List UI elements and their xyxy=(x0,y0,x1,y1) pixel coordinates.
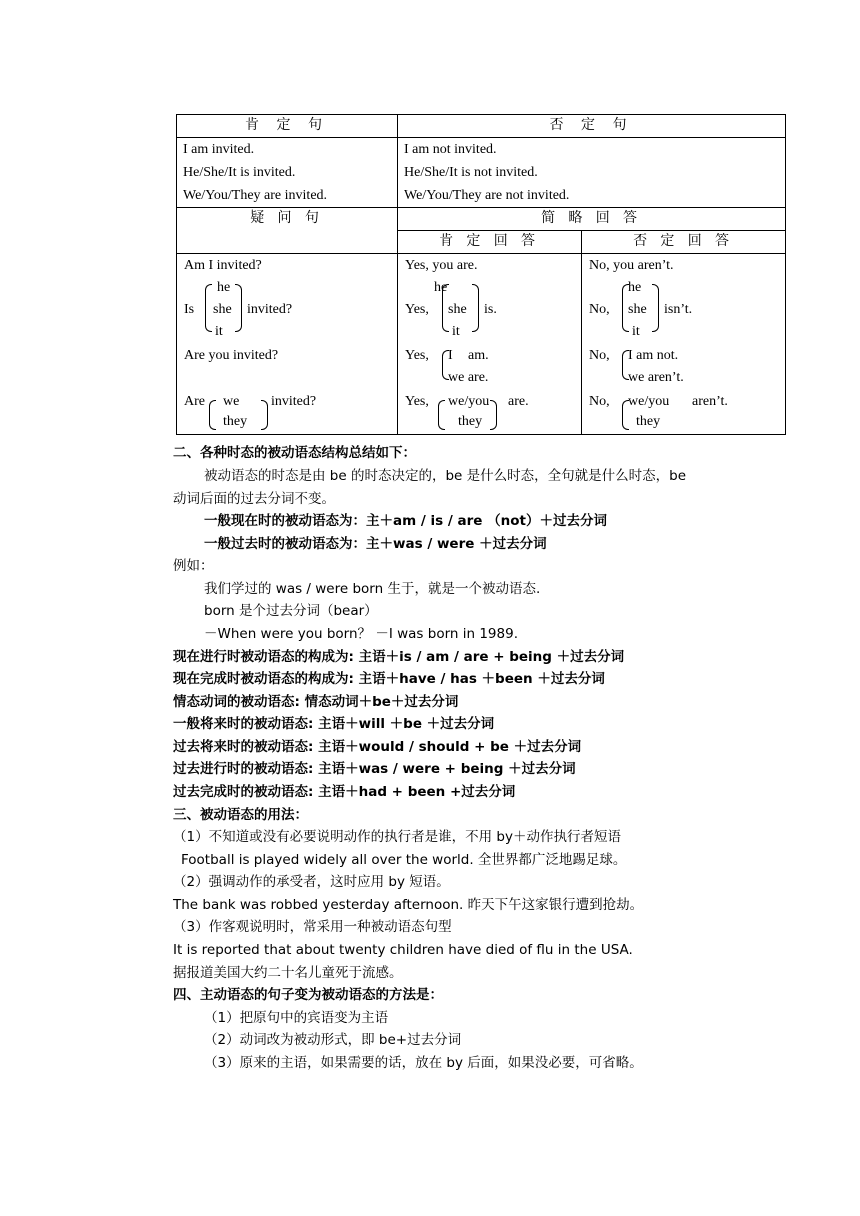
usage-example: The bank was robbed yesterday afternoon. 昨天下午这家银行遭到抢劫。 xyxy=(173,897,644,913)
a2-it: it xyxy=(452,324,460,339)
a1: Yes, you are. xyxy=(405,258,478,273)
section-2-title: 二、各种时态的被动语态结构总结如下： xyxy=(173,445,416,461)
right-brace xyxy=(490,400,497,430)
header-short-no: 否 定 回 答 xyxy=(582,231,786,254)
usage-example: Football is played widely all over the world. 全世界都广泛地踢足球。 xyxy=(181,852,627,868)
header-question xyxy=(177,208,398,254)
n2-no: No, xyxy=(589,302,610,317)
a2-yes: Yes, xyxy=(405,302,429,317)
n2-he: he xyxy=(628,280,642,295)
q4-invited: invited? xyxy=(271,394,317,409)
header-affirmative: 肯 定 句 xyxy=(177,115,398,138)
affirmative-line: I am invited. xyxy=(183,142,255,157)
formula: 一般将来时的被动语态: 主语＋will ＋be ＋过去分词 xyxy=(173,716,495,732)
q2-it: it xyxy=(215,324,223,339)
q4-they: they xyxy=(223,414,248,429)
n3-no: No, xyxy=(589,348,610,363)
method-item: （3）原来的主语，如果需要的话，放在 by 后面，如果没必要，可省略。 xyxy=(204,1055,643,1071)
example-label: 例如： xyxy=(173,558,214,574)
a2-she: she xyxy=(448,302,467,317)
right-brace xyxy=(261,400,268,430)
a2-he: he xyxy=(434,280,448,295)
formula: 情态动词的被动语态: 情态动词＋be＋过去分词 xyxy=(173,694,459,710)
usage-item: （1）不知道或没有必要说明动作的执行者是谁，不用 by＋动作执行者短语 xyxy=(173,829,621,845)
section-4-title: 四、主动语态的句子变为被动语态的方法是： xyxy=(173,987,443,1003)
n2-isnt: isn’t. xyxy=(664,302,693,317)
usage-example: 据报道美国大约二十名儿童死于流感。 xyxy=(173,965,403,981)
usage-item: （2）强调动作的承受者，这时应用 by 短语。 xyxy=(173,874,450,890)
usage-example: It is reported that about twenty children have died of flu in the USA. xyxy=(173,942,633,958)
right-brace xyxy=(472,284,479,332)
formula: 现在进行时被动语态的构成为: 主语＋is / am / are + being ＋过去分词 xyxy=(173,649,625,665)
n2-it: it xyxy=(632,324,640,339)
q4-are: Are xyxy=(184,394,205,409)
short-yes-cell xyxy=(398,254,582,435)
affirmative-cell xyxy=(177,138,398,208)
q4-we: we xyxy=(223,394,240,409)
a4-weyou: we/you xyxy=(448,394,490,409)
q2-he: he xyxy=(217,280,231,295)
n4-weyou: we/you xyxy=(628,394,670,409)
a3-am: am. xyxy=(468,348,489,363)
a3-yes: Yes, xyxy=(405,348,429,363)
n3-we: we aren’t. xyxy=(628,370,684,385)
header-negative: 否 定 句 xyxy=(398,115,786,138)
negative-line: I am not invited. xyxy=(404,142,497,157)
example-line: born 是个过去分词（bear） xyxy=(204,603,378,619)
example-line: 我们学过的 was / were born 生于，就是一个被动语态. xyxy=(204,581,541,597)
header-question-text: 疑 问 句 xyxy=(250,211,324,226)
affirmative-line: We/You/They are invited. xyxy=(183,188,328,203)
question-cell xyxy=(177,254,398,435)
n2-she: she xyxy=(628,302,647,317)
a4-are: are. xyxy=(508,394,529,409)
method-item: （1）把原句中的宾语变为主语 xyxy=(204,1010,389,1026)
usage-item: （3）作客观说明时，常采用一种被动语态句型 xyxy=(173,919,452,935)
q3: Are you invited? xyxy=(184,348,279,363)
a2-is: is. xyxy=(484,302,497,317)
negative-line: We/You/They are not invited. xyxy=(404,188,570,203)
left-brace xyxy=(209,400,216,430)
negative-line: He/She/It is not invited. xyxy=(404,165,538,180)
right-brace xyxy=(235,284,242,332)
q2-she: she xyxy=(213,302,232,317)
q1: Am I invited? xyxy=(184,258,262,273)
section-3-title: 三、被动语态的用法： xyxy=(173,807,308,823)
formula: 过去进行时的被动语态: 主语＋was / were + being ＋过去分词 xyxy=(173,761,576,777)
formula: 过去将来时的被动语态: 主语＋would / should + be ＋过去分词 xyxy=(173,739,582,755)
n1: No, you aren’t. xyxy=(589,258,674,273)
n4-they: they xyxy=(636,414,661,429)
right-brace xyxy=(652,284,659,332)
n3-iam: I am not. xyxy=(628,348,679,363)
q2-is: Is xyxy=(184,302,195,317)
n4-no: No, xyxy=(589,394,610,409)
paragraph: 动词后面的过去分词不变。 xyxy=(173,491,335,507)
a4-they: they xyxy=(458,414,483,429)
paragraph: 被动语态的时态是由 be 的时态决定的，be 是什么时态，全句就是什么时态，be xyxy=(204,468,686,484)
short-no-cell xyxy=(582,254,786,435)
left-brace xyxy=(438,400,445,430)
n4-arent: aren’t. xyxy=(692,394,728,409)
formula: 一般过去时的被动语态为：主＋was / were ＋过去分词 xyxy=(204,536,547,552)
header-short-answer: 简 略 回 答 xyxy=(398,208,786,231)
a4-yes: Yes, xyxy=(405,394,429,409)
a3-we: we are. xyxy=(448,370,489,385)
q2-invited: invited? xyxy=(247,302,293,317)
formula: 现在完成时被动语态的构成为: 主语＋have / has ＋been ＋过去分词 xyxy=(173,671,605,687)
formula: 一般现在时的被动语态为：主＋am / is / are （not）＋过去分词 xyxy=(204,513,607,529)
header-short-yes: 肯 定 回 答 xyxy=(398,231,582,254)
method-item: （2）动词改为被动形式，即 be+过去分词 xyxy=(204,1032,462,1048)
negative-cell xyxy=(398,138,786,208)
example-line: －When were you born？ －I was born in 1989. xyxy=(204,626,518,642)
passive-voice-table xyxy=(176,114,786,435)
formula: 过去完成时的被动语态: 主语＋had + been +过去分词 xyxy=(173,784,516,800)
affirmative-line: He/She/It is invited. xyxy=(183,165,296,180)
a3-i: I xyxy=(448,348,453,363)
left-brace xyxy=(205,284,212,332)
